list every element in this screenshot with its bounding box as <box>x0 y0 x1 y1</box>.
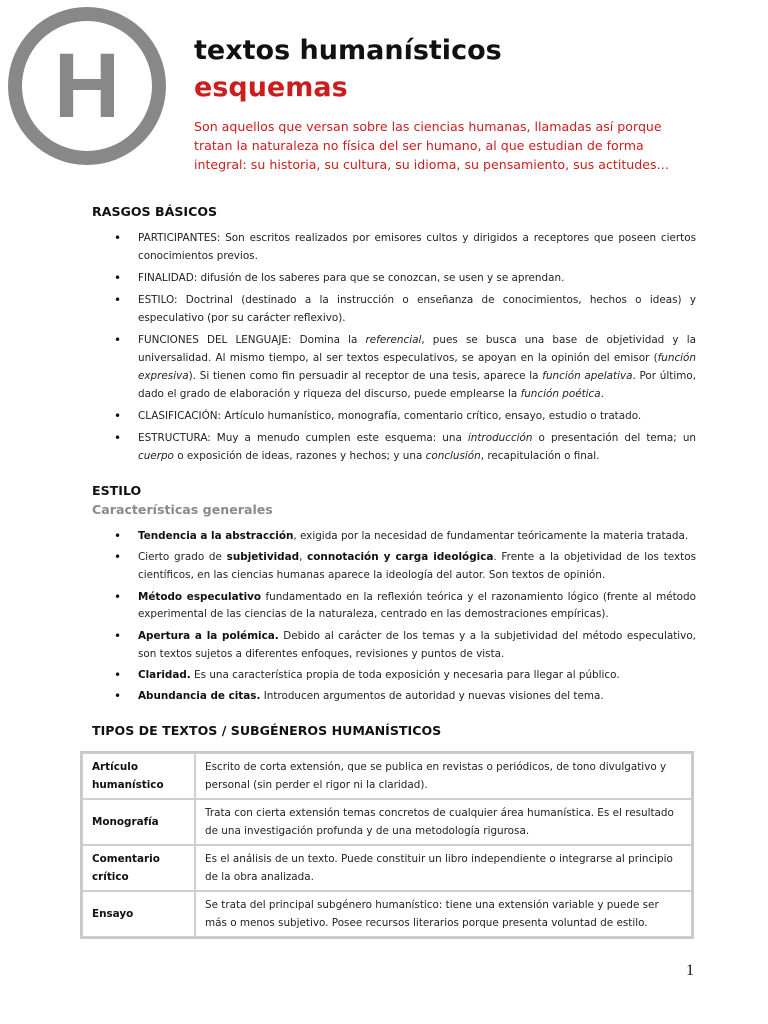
list-item-text: introducción <box>467 431 533 444</box>
table-row <box>82 799 692 845</box>
list-item-text: Abundancia de citas. <box>138 690 261 703</box>
list-item-text: . Frente a la objetividad de los textos científicos, en las ciencias humanas aparece la ideología del autor. Son textos de opinión. <box>138 551 696 582</box>
estilo-list <box>112 528 696 710</box>
list-item-text: . Por último, dado el grado de elaboración y riqueza del discurso, puede emplearse la <box>138 369 697 400</box>
table-definition-cell: Es el análisis de un texto. Puede constituir un libro independiente o integrarse al principio de la obra analizada. <box>195 845 692 891</box>
page-subtitle: esquemas <box>194 72 348 103</box>
table-definition-cell: Trata con cierta extensión temas concretos de cualquier área humanística. Es el resultado de una investigación profunda y de una metodología rigurosa. <box>195 799 692 845</box>
list-item-text: función expresiva <box>138 351 696 382</box>
list-item-text: función poética <box>520 387 601 400</box>
list-item-text: . <box>600 387 604 400</box>
table-term-cell: Ensayo <box>82 891 195 937</box>
intro-paragraph: Son aquellos que versan sobre las ciencias humanas, llamadas así porque tratan la naturaleza no física del ser humano, al que estudian de forma integral: su historia, su cultura, su idioma, su pensamiento, sus actitudes… <box>194 119 670 172</box>
page-title: textos humanísticos <box>194 35 502 66</box>
list-item-text: Introducen argumentos de autoridad y nuevas visiones del tema. <box>260 690 604 703</box>
list-item-text: , exigida por la necesidad de fundamentar teóricamente la materia tratada. <box>293 530 689 542</box>
list-item-text: Método especulativo <box>138 590 262 603</box>
list-item-text: Claridad. <box>138 668 191 681</box>
section-heading-rasgos: RASGOS BÁSICOS <box>92 204 218 219</box>
section-heading-tipos: TIPOS DE TEXTOS / SUBGÉNEROS HUMANÍSTICOS <box>92 723 442 738</box>
list-item-text: PARTICIPANTES: Son escritos realizados por emisores cultos y dirigidos a receptores que poseen ciertos conocimientos previos. <box>138 232 696 262</box>
table-row <box>82 753 692 799</box>
list-item-text: Apertura a la polémica. <box>138 629 279 642</box>
table-term-cell: Artículo humanístico <box>82 753 195 799</box>
list-item-text: , pues se busca una base de objetividad y la universalidad. Al mismo tiempo, al ser textos especulativos, se apoyan en la opinión del emisor ( <box>138 334 696 364</box>
list-item-text: subjetividad <box>226 551 300 564</box>
list-item-text: Cierto grado de <box>138 551 227 564</box>
table-row <box>82 891 692 937</box>
list-item-text: CLASIFICACIÓN: Artículo humanístico, monografía, comentario crítico, ensayo, estudio o tratado. <box>138 409 642 422</box>
list-item <box>112 628 696 664</box>
page-number: 1 <box>686 962 694 979</box>
table-term-cell: Monografía <box>82 799 195 845</box>
list-item <box>112 408 696 426</box>
table-row <box>82 845 692 891</box>
list-item-text: , <box>299 551 308 564</box>
list-item-text: connotación y carga ideológica <box>307 551 494 564</box>
list-item-text: ESTRUCTURA: Muy a menudo cumplen este esquema: una <box>138 431 468 444</box>
list-item <box>112 292 696 328</box>
list-item-text: conclusión <box>425 449 481 462</box>
list-item-text: o presentación del tema; un <box>532 431 696 444</box>
list-item <box>112 230 696 266</box>
list-item-text: referencial <box>365 334 422 347</box>
table-definition-cell: Se trata del principal subgénero humanístico: tiene una extensión variable y puede ser más o menos subjetivo. Posee recursos literarios porque presenta voluntad de estilo. <box>195 891 692 937</box>
list-item <box>112 667 696 685</box>
list-item-text: Es una característica propia de toda exposición y necesaria para llegar al público. <box>190 668 620 681</box>
table-term-cell: Comentario crítico <box>82 845 195 891</box>
list-item-text: FINALIDAD: difusión de los saberes para que se conozcan, se usen y se aprendan. <box>138 271 565 284</box>
list-item-text: cuerpo <box>138 449 174 462</box>
list-item-text: FUNCIONES DEL LENGUAJE: Domina la <box>138 334 366 347</box>
list-item-text: fundamentado en la reflexión teórica y el razonamiento lógico (frente al método experimental de las ciencias de la naturaleza, centrado en las demostraciones empíricas). <box>138 590 696 621</box>
list-item-text: función apelativa <box>542 369 633 382</box>
list-item <box>112 589 696 625</box>
list-item <box>112 688 696 706</box>
list-item <box>112 270 696 288</box>
list-item-text: ). Si tienen como fin persuadir al receptor de una tesis, aparece la <box>188 369 543 382</box>
section-heading-estilo: ESTILO <box>92 483 142 498</box>
list-item <box>112 549 696 585</box>
list-item-text: ESTILO: Doctrinal (destinado a la instrucción o enseñanza de conocimientos, hechos o ideas) y especulativo (por su carácter reflexivo). <box>138 294 696 324</box>
list-item <box>112 430 696 466</box>
list-item-text: , recapitulación o final. <box>480 449 600 462</box>
table-definition-cell: Escrito de corta extensión, que se publica en revistas o periódicos, de tono divulgativo y personal (sin perder el rigor ni la claridad). <box>195 753 692 799</box>
list-item-text: Debido al carácter de los temas y a la subjetividad del método especulativo, son textos sujetos a diferentes enfoques, revisiones y puntos de vista. <box>138 629 696 660</box>
logo-letter: H <box>53 35 121 137</box>
h-logo <box>6 5 168 167</box>
list-item-text: o exposición de ideas, razones y hechos; y una <box>173 449 426 462</box>
list-item <box>112 528 696 546</box>
list-item-text: Tendencia a la abstracción <box>138 530 294 542</box>
rasgos-list <box>112 230 696 470</box>
types-table <box>80 751 694 939</box>
section-subheading-caracteristicas: Características generales <box>92 502 273 517</box>
list-item <box>112 332 696 403</box>
